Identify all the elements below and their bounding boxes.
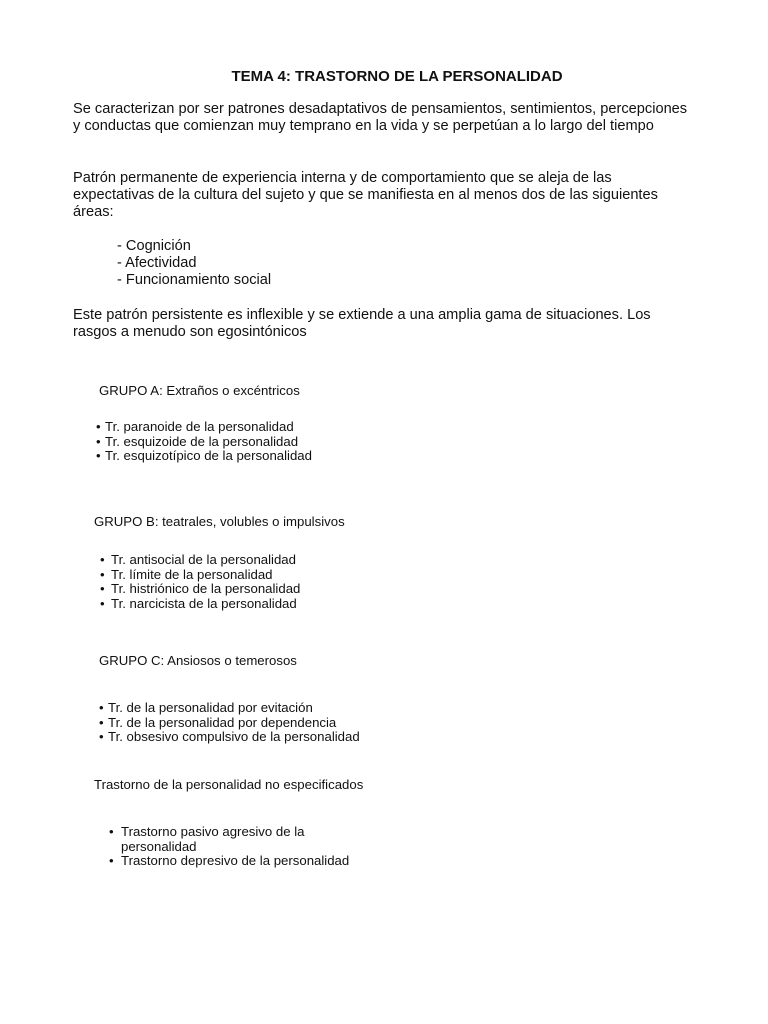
list-item-label: Tr. esquizoide de la personalidad xyxy=(105,433,299,449)
list-item xyxy=(96,420,312,435)
group-c-list xyxy=(99,701,360,745)
list-item-label: Tr. esquizotípico de la personalidad xyxy=(105,448,312,464)
intro-paragraph: Se caracterizan por ser patrones desadaptativos de pensamientos, sentimientos, percepciones y conductas que comienzan muy temprano en la vida y se perpetúan a lo largo del tiempo xyxy=(73,101,688,134)
list-item xyxy=(100,597,300,612)
list-item-label: Tr. narcicista de la personalidad xyxy=(111,595,297,611)
bullet-icon: • xyxy=(100,595,105,611)
list-item xyxy=(109,825,369,854)
page-title: TEMA 4: TRASTORNO DE LA PERSONALIDAD xyxy=(231,68,563,85)
group-b-title: GRUPO B: teatrales, volubles o impulsivos xyxy=(94,514,345,529)
unspecified-title: Trastorno de la personalidad no especificados xyxy=(94,777,364,792)
bullet-icon: • xyxy=(100,552,105,567)
list-item-label: Tr. de la personalidad por dependencia xyxy=(108,714,337,730)
list-item-label: Tr. antisocial de la personalidad xyxy=(111,552,296,567)
bullet-icon: • xyxy=(109,853,114,869)
group-c-title: GRUPO C: Ansiosos o temerosos xyxy=(99,653,297,668)
bullet-icon: • xyxy=(99,714,104,730)
list-item xyxy=(99,701,360,716)
list-item xyxy=(100,582,300,597)
list-item-label: Tr. obsesivo compulsivo de la personalidad xyxy=(108,729,360,745)
list-item: - Afectividad xyxy=(117,255,197,271)
list-item-label: Tr. paranoide de la personalidad xyxy=(105,419,294,434)
bullet-icon: • xyxy=(99,700,104,715)
list-item xyxy=(96,449,312,464)
bullet-icon: • xyxy=(96,448,101,464)
bullet-icon: • xyxy=(96,419,101,434)
bullet-icon: • xyxy=(96,433,101,449)
definition-paragraph: Patrón permanente de experiencia interna y de comportamiento que se aleja de las expectativas de la cultura del sujeto y que se manifiesta en al menos dos de las siguientes áreas: xyxy=(73,170,658,220)
list-item-label: Tr. de la personalidad por evitación xyxy=(108,700,313,715)
list-item xyxy=(99,730,360,745)
bullet-icon: • xyxy=(100,581,105,597)
list-item-label: Tr. histriónico de la personalidad xyxy=(111,581,301,597)
bullet-icon: • xyxy=(99,729,104,745)
list-item xyxy=(109,854,369,869)
unspecified-list xyxy=(109,825,369,869)
bullet-icon: • xyxy=(109,824,114,839)
traits-paragraph: Este patrón persistente es inflexible y se extiende a una amplia gama de situaciones. Los rasgos a menudo son egosintónicos xyxy=(73,307,651,340)
list-item: - Cognición xyxy=(117,238,191,254)
group-b-list xyxy=(100,553,300,611)
list-item-label: Tr. límite de la personalidad xyxy=(111,566,273,582)
areas-list xyxy=(117,238,271,289)
bullet-icon: • xyxy=(100,566,105,582)
list-item xyxy=(100,553,300,568)
list-item: - Funcionamiento social xyxy=(117,272,272,288)
group-a-title: GRUPO A: Extraños o excéntricos xyxy=(99,383,300,398)
list-item xyxy=(99,716,360,731)
list-item-label: Trastorno pasivo agresivo de la personalidad xyxy=(121,824,305,854)
list-item-label: Trastorno depresivo de la personalidad xyxy=(121,853,350,869)
list-item xyxy=(100,568,300,583)
group-a-list xyxy=(96,420,312,464)
list-item xyxy=(96,435,312,450)
